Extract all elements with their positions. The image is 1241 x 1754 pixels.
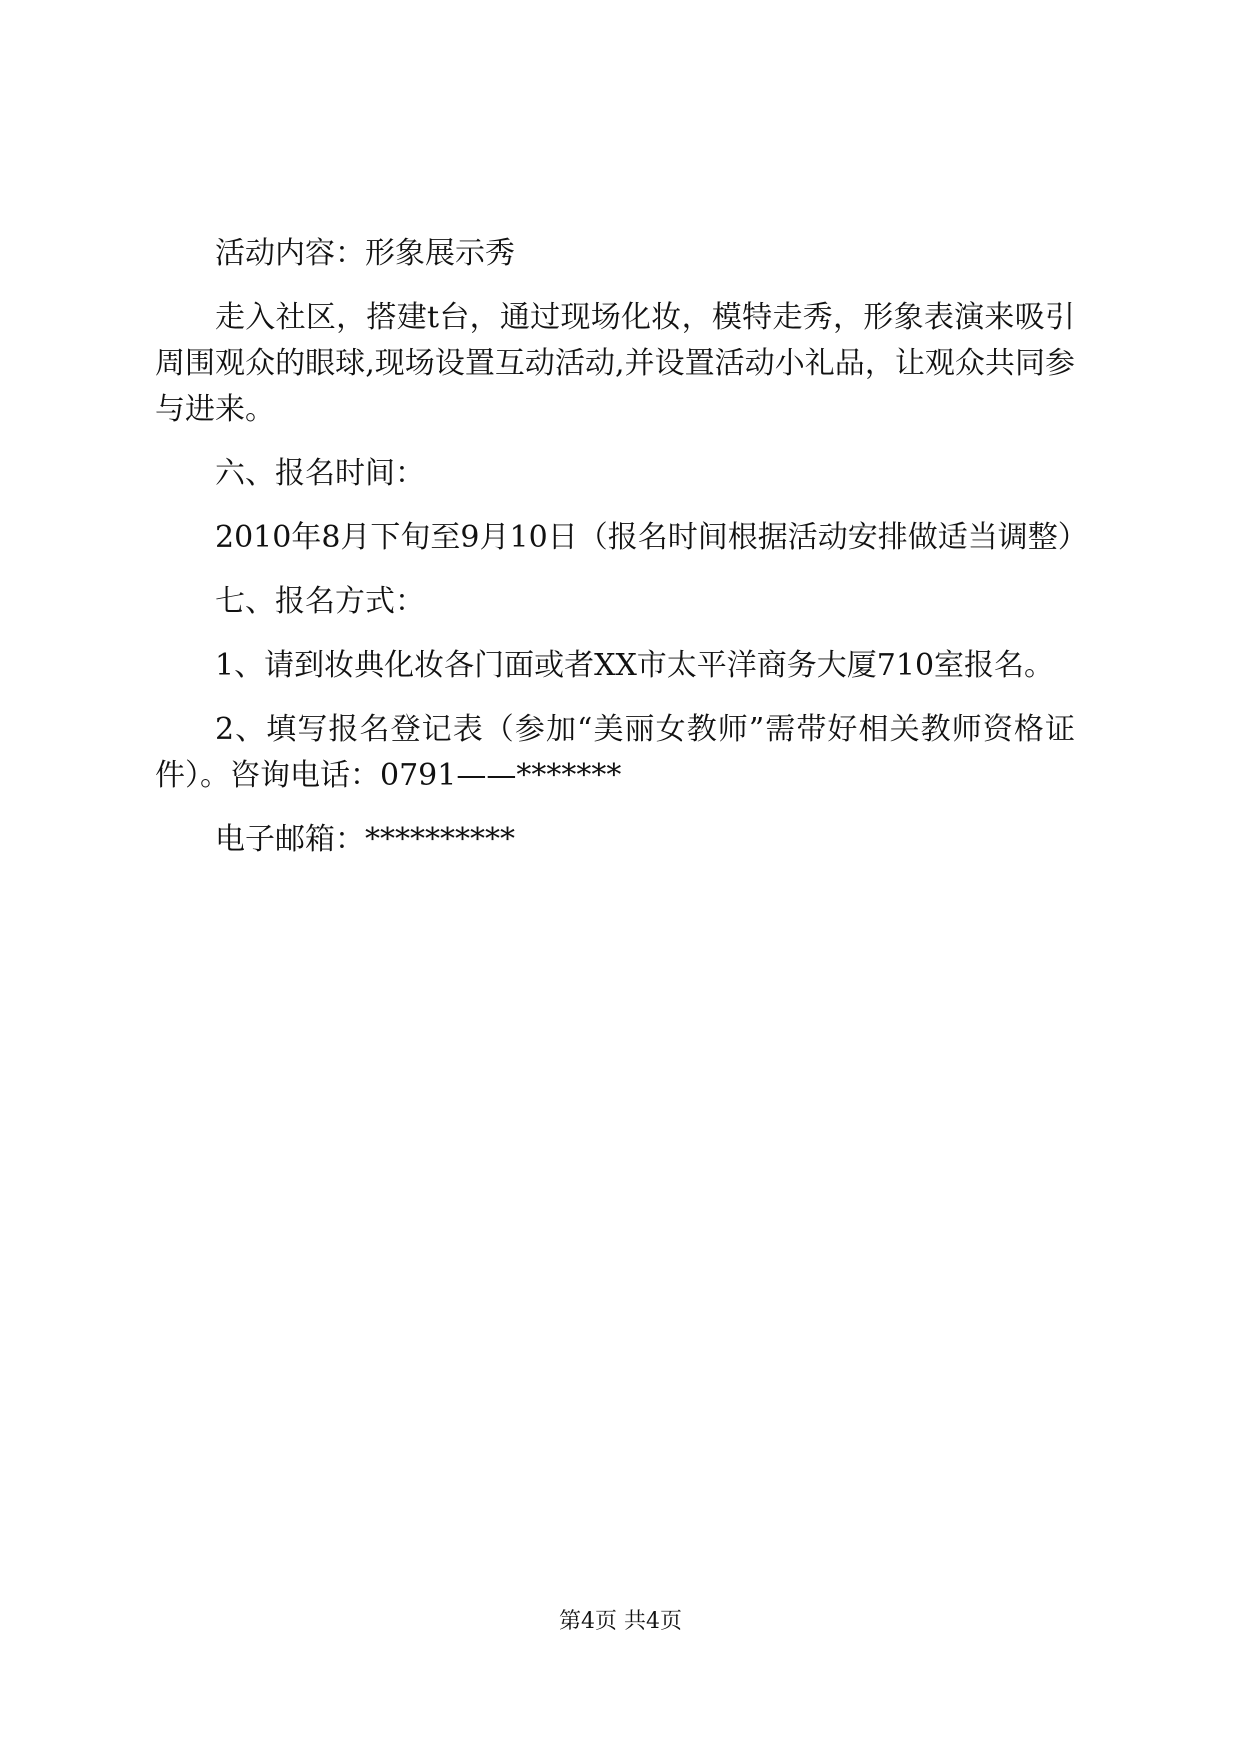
- document-body: [155, 231, 1088, 881]
- heading-registration-time: 六、报名时间：: [215, 456, 425, 491]
- paragraph-email: 电子邮箱：**********: [215, 822, 515, 857]
- paragraph-activity-description: 走入社区，搭建t台，通过现场化妆，模特走秀，形象表演来吸引周围观众的眼球,现场设置互动活动,并设置活动小礼品，让观众共同参与进来。: [155, 300, 1075, 427]
- paragraph-registration-location: 1、请到妆典化妆各门面或者XX市太平洋商务大厦710室报名。: [215, 648, 1055, 683]
- heading-registration-method: 七、报名方式：: [215, 584, 425, 619]
- page-footer: 第4页 共4页: [559, 1609, 682, 1634]
- paragraph-registration-time: 2010年8月下旬至9月10日（报名时间根据活动安排做适当调整）: [215, 520, 1088, 555]
- paragraph-activity-content: 活动内容：形象展示秀: [215, 236, 515, 271]
- paragraph-registration-form: 2、填写报名登记表（参加“美丽女教师”需带好相关教师资格证件）。咨询电话：0791——*******: [155, 712, 1075, 793]
